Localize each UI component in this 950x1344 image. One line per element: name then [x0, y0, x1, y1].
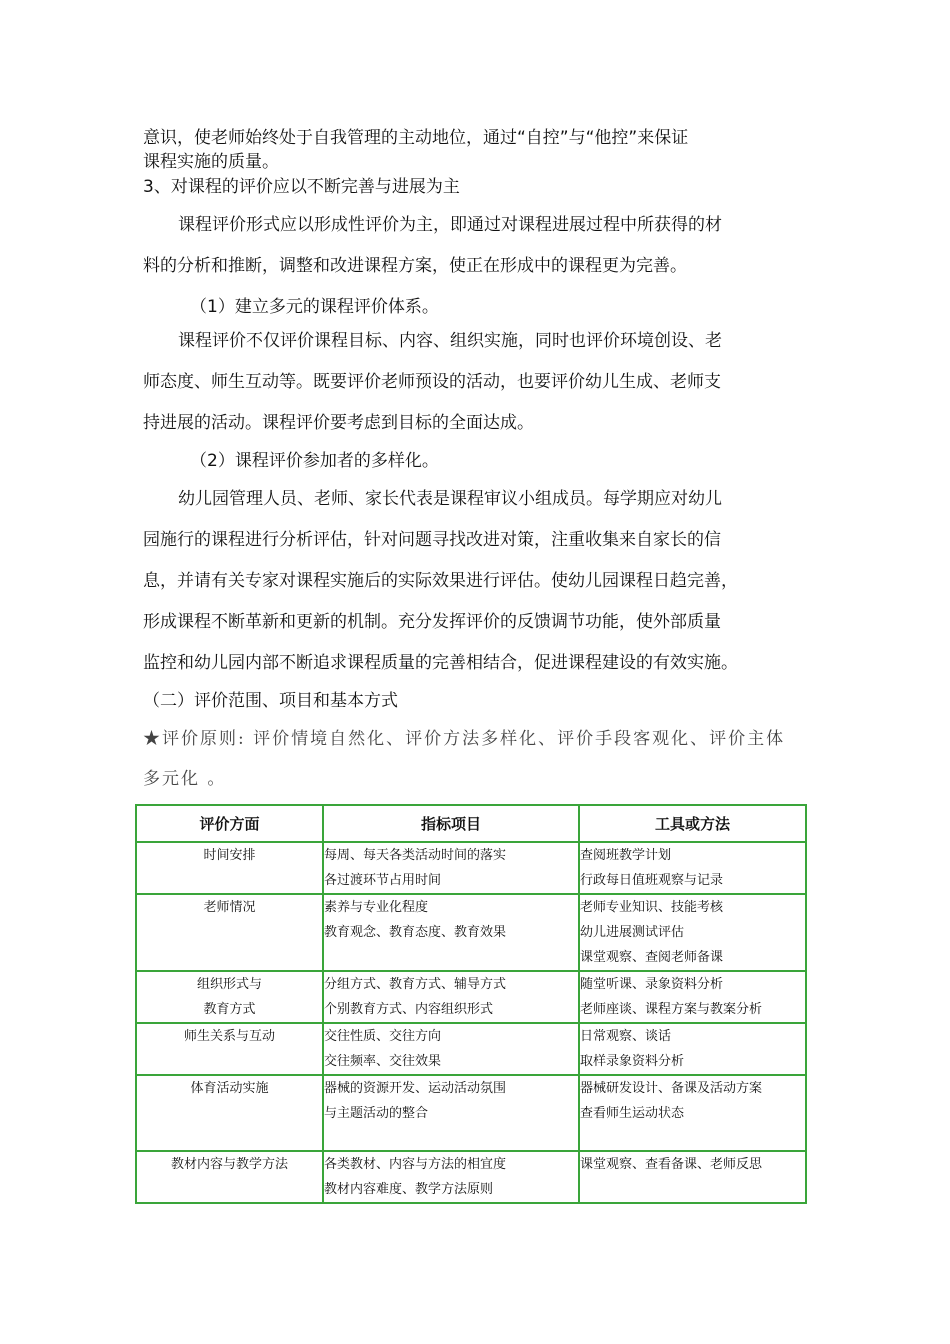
cell-line: 体育活动实施 — [190, 1081, 269, 1096]
cell-line: 交往性质、交往方向 — [324, 1029, 442, 1044]
items-cell — [323, 1151, 579, 1203]
cell-line: 器械的资源开发、运动活动氛围 — [324, 1081, 507, 1096]
table-row — [136, 842, 806, 894]
table-header-row — [136, 805, 806, 842]
cell-line: 每周、每天各类活动时间的落实 — [324, 848, 507, 863]
cell-line: 教育观念、教育态度、教育效果 — [324, 925, 507, 940]
paragraph-line: 师态度、师生互动等。既要评价老师预设的活动，也要评价幼儿生成、老师支 — [143, 372, 721, 392]
cell-line: 课堂观察、查看备课、老师反思 — [580, 1157, 763, 1172]
cell-line: 时间安排 — [203, 848, 256, 863]
items-cell — [323, 842, 579, 894]
header-items: 指标项目 — [323, 805, 579, 842]
paragraph-line: 息，并请有关专家对课程实施后的实际效果进行评估。使幼儿园课程日趋完善， — [143, 571, 738, 591]
paragraph-line: 形成课程不断革新和更新的机制。充分发挥评价的反馈调节功能，使外部质量 — [143, 612, 721, 632]
paragraph-line: 持进展的活动。课程评价要考虑到目标的全面达成。 — [143, 413, 534, 433]
methods-cell — [579, 1023, 806, 1075]
cell-line: 交往频率、交往效果 — [324, 1054, 442, 1069]
paragraph-line: 园施行的课程进行分析评估，针对问题寻找改进对策，注重收集来自家长的信 — [143, 530, 721, 550]
items-cell — [323, 894, 579, 971]
cell-line: 老师专业知识、技能考核 — [580, 900, 724, 915]
aspect-cell — [136, 1023, 323, 1075]
methods-cell — [579, 971, 806, 1023]
principle-line: 多元化 。 — [143, 769, 227, 789]
cell-line: 取样录象资料分析 — [580, 1054, 685, 1069]
principle-line: ★评价原则: 评价情境自然化、评价方法多样化、评价手段客观化、评价主体 — [143, 729, 786, 749]
cell-line: 个别教育方式、内容组织形式 — [324, 1002, 494, 1017]
table-row — [136, 971, 806, 1023]
paragraph-line: 监控和幼儿园内部不断追求课程质量的完善相结合，促进课程建设的有效实施。 — [143, 653, 738, 673]
header-methods: 工具或方法 — [579, 805, 806, 842]
cell-line: 课堂观察、查阅老师备课 — [580, 950, 724, 965]
cell-line: 与主题活动的整合 — [324, 1106, 429, 1121]
cell-line: 师生关系与互动 — [183, 1029, 275, 1044]
cell-line: 日常观察、谈话 — [580, 1029, 672, 1044]
cell-line: 查看师生运动状态 — [580, 1106, 685, 1121]
section-heading: 3、对课程的评价应以不断完善与进展为主 — [143, 177, 460, 197]
aspect-cell — [136, 1075, 323, 1151]
cell-line: 行政每日值班观察与记录 — [580, 873, 724, 888]
paragraph-line: 课程评价不仅评价课程目标、内容、组织实施，同时也评价环境创设、老 — [178, 331, 722, 351]
methods-cell — [579, 842, 806, 894]
paragraph-line: 幼儿园管理人员、老师、家长代表是课程审议小组成员。每学期应对幼儿 — [178, 489, 722, 509]
cell-line: 各类教材、内容与方法的相宜度 — [324, 1157, 507, 1172]
cell-line: 老师座谈、课程方案与教案分析 — [580, 1002, 763, 1017]
paragraph-line: 课程实施的质量。 — [143, 152, 279, 172]
cell-line: 教材内容与教学方法 — [170, 1157, 288, 1172]
table-row — [136, 894, 806, 971]
paragraph-line: 意识，使老师始终处于自我管理的主动地位，通过“自控”与“他控”来保证 — [143, 128, 689, 148]
evaluation-table — [135, 804, 807, 1204]
section-heading: （二）评价范围、项目和基本方式 — [143, 691, 398, 711]
aspect-cell — [136, 971, 323, 1023]
table-row — [136, 1075, 806, 1151]
subsection-heading: （2）课程评价参加者的多样化。 — [190, 451, 439, 471]
cell-line: 组织形式与 — [196, 977, 262, 992]
header-aspect: 评价方面 — [136, 805, 323, 842]
cell-line: 各过渡环节占用时间 — [324, 873, 442, 888]
methods-cell — [579, 1075, 806, 1151]
items-cell — [323, 1075, 579, 1151]
cell-line: 素养与专业化程度 — [324, 900, 429, 915]
subsection-heading: （1）建立多元的课程评价体系。 — [190, 297, 439, 317]
table-row — [136, 1023, 806, 1075]
items-cell — [323, 971, 579, 1023]
methods-cell — [579, 894, 806, 971]
cell-line: 器械研发设计、备课及活动方案 — [580, 1081, 763, 1096]
aspect-cell — [136, 1151, 323, 1203]
cell-line: 分组方式、教育方式、辅导方式 — [324, 977, 507, 992]
cell-line: 幼儿进展测试评估 — [580, 925, 685, 940]
methods-cell — [579, 1151, 806, 1203]
paragraph-line: 课程评价形式应以形成性评价为主，即通过对课程进展过程中所获得的材 — [178, 215, 722, 235]
cell-line: 教育方式 — [203, 1002, 256, 1017]
cell-line: 查阅班教学计划 — [580, 848, 672, 863]
cell-line: 随堂听课、录象资料分析 — [580, 977, 724, 992]
items-cell — [323, 1023, 579, 1075]
cell-line: 教材内容难度、教学方法原则 — [324, 1182, 494, 1197]
aspect-cell — [136, 894, 323, 971]
aspect-cell — [136, 842, 323, 894]
table-row — [136, 1151, 806, 1203]
paragraph-line: 料的分析和推断，调整和改进课程方案，使正在形成中的课程更为完善。 — [143, 256, 687, 276]
cell-line: 老师情况 — [203, 900, 256, 915]
